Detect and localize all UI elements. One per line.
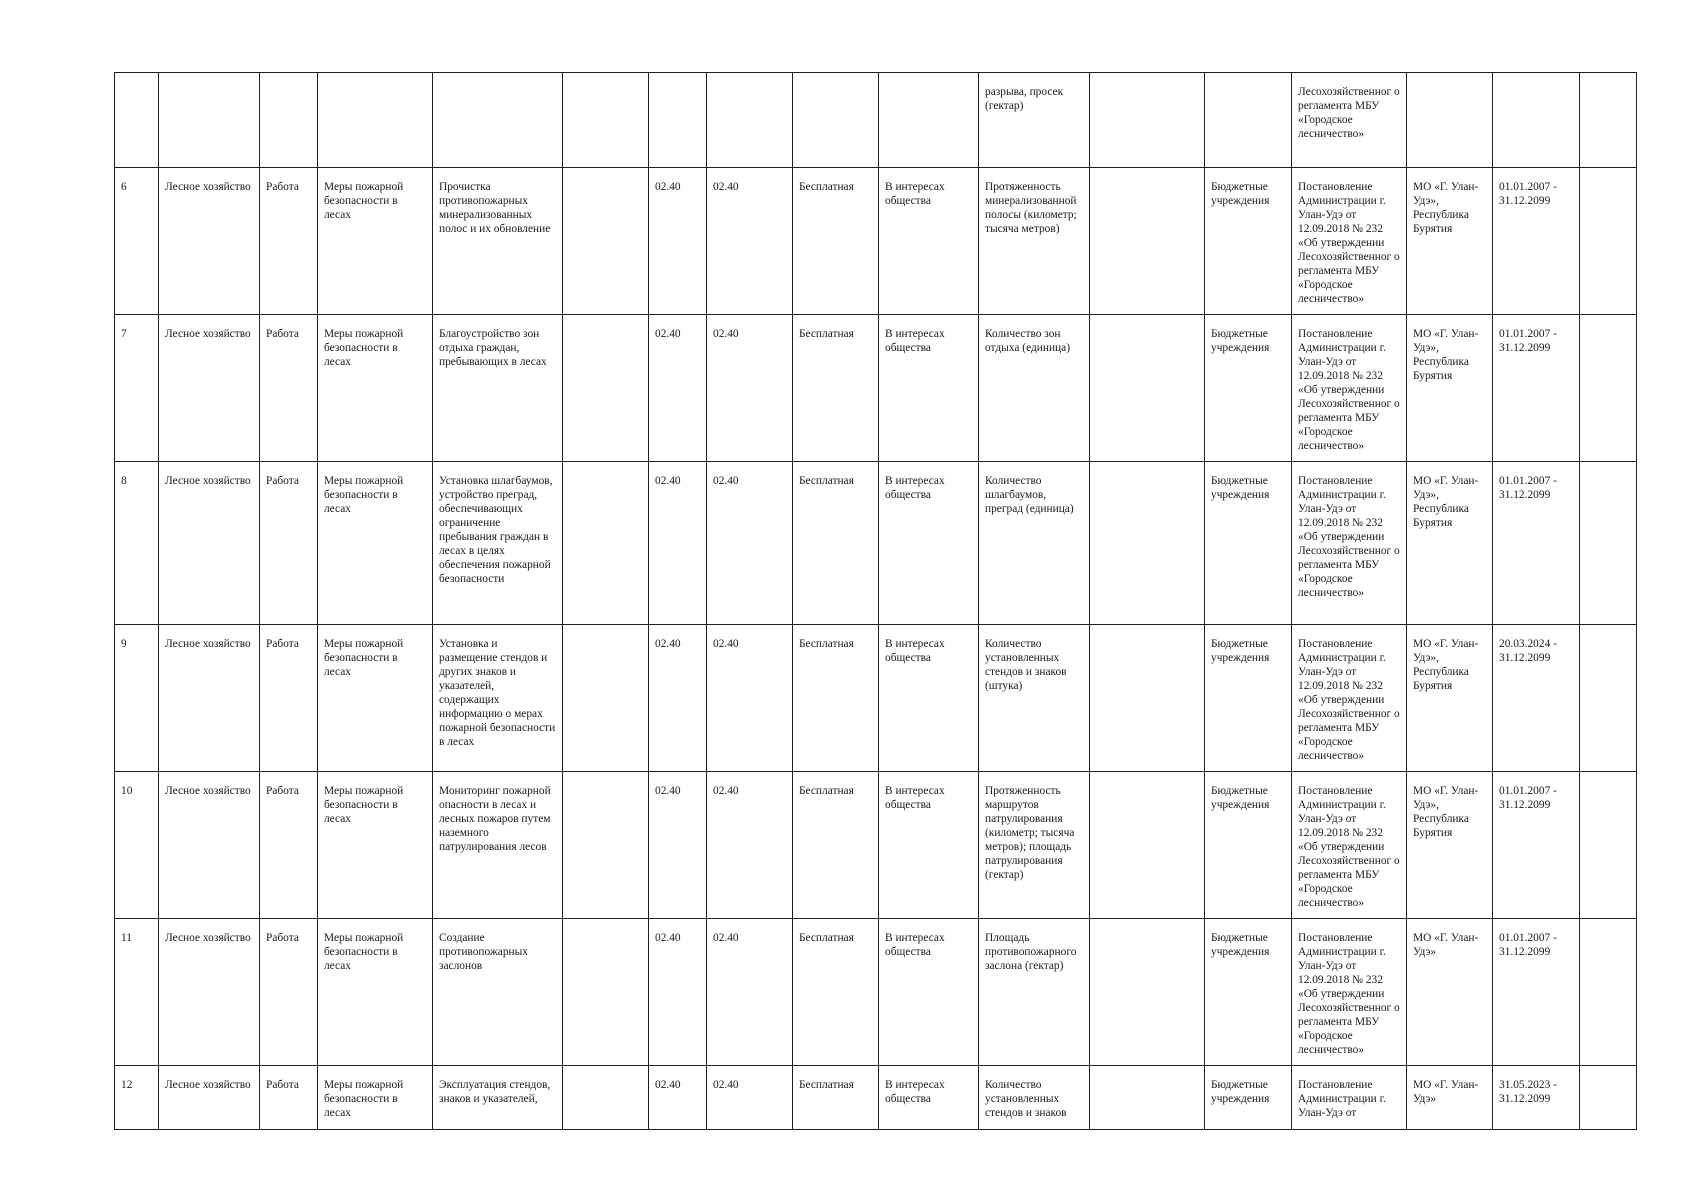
consumers-cell — [1205, 625, 1292, 772]
territory-cell-text: МО «Г. Улан-Удэ», Республика Бурятия — [1413, 785, 1479, 839]
payment-cell — [793, 1066, 879, 1130]
legal-basis-cell — [1292, 168, 1407, 315]
row-number-cell — [115, 919, 159, 1066]
indicator-cell-text: Протяженность маршрутов патрулирования (километр; тысяча метров); площадь патрулирования (гектар) — [985, 785, 1075, 881]
okved-code-cell — [649, 168, 707, 315]
empty-cell — [563, 315, 649, 462]
group-cell-text: Меры пожарной безопасности в лесах — [324, 1079, 404, 1119]
work-name-cell-text: Создание противопожарных заслонов — [439, 932, 528, 972]
type-cell — [260, 73, 318, 168]
indicator-cell — [979, 168, 1090, 315]
indicator-cell-text: Количество зон отдыха (единица) — [985, 328, 1070, 354]
group-cell-text: Меры пожарной безопасности в лесах — [324, 475, 404, 515]
sector-cell-text: Лесное хозяйство — [165, 785, 251, 797]
indicator-cell-text: Количество шлагбаумов, преград (единица) — [985, 475, 1074, 515]
empty-cell — [1580, 168, 1637, 315]
consumers-cell — [1205, 1066, 1292, 1130]
sector-cell-text: Лесное хозяйство — [165, 181, 251, 193]
row-number-cell — [115, 73, 159, 168]
indicator-cell — [979, 315, 1090, 462]
type-cell — [260, 1066, 318, 1130]
empty-cell — [563, 772, 649, 919]
sector-cell — [159, 772, 260, 919]
empty-cell — [563, 625, 649, 772]
okved-code-cell — [649, 1066, 707, 1130]
okved-code-cell — [649, 625, 707, 772]
okved-code-cell — [707, 919, 793, 1066]
okved-code-cell-text: 02.40 — [713, 785, 739, 797]
group-cell — [318, 1066, 433, 1130]
territory-cell — [1407, 919, 1493, 1066]
okved-code-cell-text: 02.40 — [713, 181, 739, 193]
legal-basis-cell — [1292, 73, 1407, 168]
legal-basis-cell — [1292, 625, 1407, 772]
legal-basis-cell — [1292, 315, 1407, 462]
row-number-cell — [115, 315, 159, 462]
empty-cell — [1090, 462, 1205, 625]
sector-cell — [159, 919, 260, 1066]
indicator-cell-text: Протяженность минерализованной полосы (километр; тысяча метров) — [985, 181, 1077, 235]
empty-cell — [1090, 772, 1205, 919]
sector-cell — [159, 73, 260, 168]
period-cell — [1493, 1066, 1580, 1130]
group-cell — [318, 462, 433, 625]
row-number-cell — [115, 625, 159, 772]
empty-cell — [1090, 919, 1205, 1066]
territory-cell — [1407, 1066, 1493, 1130]
okved-code-cell-text: 02.40 — [713, 638, 739, 650]
type-cell-text: Работа — [266, 638, 299, 650]
empty-cell — [563, 73, 649, 168]
okved-code-cell — [707, 73, 793, 168]
row-number-cell — [115, 462, 159, 625]
row-number-cell-text: 6 — [121, 181, 127, 193]
empty-cell — [1580, 462, 1637, 625]
row-number-cell-text: 10 — [121, 785, 133, 797]
indicator-cell — [979, 462, 1090, 625]
empty-cell — [1580, 315, 1637, 462]
row-number-cell — [115, 168, 159, 315]
period-cell-text: 01.01.2007 - 31.12.2099 — [1499, 785, 1557, 811]
okved-code-cell — [707, 772, 793, 919]
indicator-cell — [979, 625, 1090, 772]
payment-cell-text: Бесплатная — [799, 1079, 854, 1091]
type-cell-text: Работа — [266, 785, 299, 797]
empty-cell — [1090, 625, 1205, 772]
type-cell-text: Работа — [266, 1079, 299, 1091]
interest-cell-text: В интересах общества — [885, 181, 945, 207]
empty-cell — [1580, 73, 1637, 168]
interest-cell — [879, 315, 979, 462]
interest-cell — [879, 625, 979, 772]
work-name-cell — [433, 315, 563, 462]
okved-code-cell-text: 02.40 — [655, 932, 681, 944]
row-number-cell-text: 7 — [121, 328, 127, 340]
period-cell — [1493, 315, 1580, 462]
period-cell-text: 20.03.2024 - 31.12.2099 — [1499, 638, 1557, 664]
payment-cell-text: Бесплатная — [799, 638, 854, 650]
interest-cell — [879, 73, 979, 168]
legal-basis-cell — [1292, 1066, 1407, 1130]
empty-cell — [563, 168, 649, 315]
consumers-cell-text: Бюджетные учреждения — [1211, 475, 1270, 501]
okved-code-cell — [649, 73, 707, 168]
consumers-cell-text: Бюджетные учреждения — [1211, 785, 1270, 811]
okved-code-cell — [707, 1066, 793, 1130]
type-cell — [260, 315, 318, 462]
sector-cell-text: Лесное хозяйство — [165, 475, 251, 487]
consumers-cell-text: Бюджетные учреждения — [1211, 638, 1270, 664]
type-cell-text: Работа — [266, 328, 299, 340]
empty-cell — [1090, 168, 1205, 315]
indicator-cell-text: Количество установленных стендов и знаков (штука) — [985, 638, 1067, 692]
period-cell-text: 01.01.2007 - 31.12.2099 — [1499, 932, 1557, 958]
payment-cell-text: Бесплатная — [799, 785, 854, 797]
empty-cell — [1090, 1066, 1205, 1130]
empty-cell — [1090, 315, 1205, 462]
table-row — [115, 168, 1637, 315]
period-cell — [1493, 919, 1580, 1066]
territory-cell-text: МО «Г. Улан-Удэ», Республика Бурятия — [1413, 181, 1479, 235]
territory-cell — [1407, 315, 1493, 462]
interest-cell — [879, 772, 979, 919]
row-number-cell-text: 8 — [121, 475, 127, 487]
consumers-cell — [1205, 919, 1292, 1066]
consumers-cell-text: Бюджетные учреждения — [1211, 1079, 1270, 1105]
table-row — [115, 315, 1637, 462]
consumers-cell-text: Бюджетные учреждения — [1211, 932, 1270, 958]
consumers-cell-text: Бюджетные учреждения — [1211, 181, 1270, 207]
group-cell-text: Меры пожарной безопасности в лесах — [324, 328, 404, 368]
legal-basis-cell — [1292, 462, 1407, 625]
payment-cell — [793, 772, 879, 919]
consumers-cell — [1205, 462, 1292, 625]
sector-cell-text: Лесное хозяйство — [165, 328, 251, 340]
empty-cell — [1580, 1066, 1637, 1130]
empty-cell — [563, 1066, 649, 1130]
legal-basis-cell — [1292, 772, 1407, 919]
payment-cell — [793, 625, 879, 772]
interest-cell — [879, 1066, 979, 1130]
period-cell — [1493, 462, 1580, 625]
row-number-cell — [115, 1066, 159, 1130]
group-cell-text: Меры пожарной безопасности в лесах — [324, 785, 404, 825]
consumers-cell — [1205, 315, 1292, 462]
indicator-cell — [979, 919, 1090, 1066]
consumers-cell-text: Бюджетные учреждения — [1211, 328, 1270, 354]
period-cell-text: 31.05.2023 - 31.12.2099 — [1499, 1079, 1557, 1105]
work-name-cell — [433, 73, 563, 168]
type-cell — [260, 919, 318, 1066]
interest-cell-text: В интересах общества — [885, 638, 945, 664]
okved-code-cell — [707, 315, 793, 462]
indicator-cell — [979, 1066, 1090, 1130]
okved-code-cell-text: 02.40 — [655, 785, 681, 797]
empty-cell — [1090, 73, 1205, 168]
okved-code-cell — [707, 625, 793, 772]
sector-cell — [159, 462, 260, 625]
territory-cell — [1407, 73, 1493, 168]
empty-cell — [563, 919, 649, 1066]
work-name-cell-text: Прочистка противопожарных минерализованных полос и их обновление — [439, 181, 551, 235]
payment-cell — [793, 462, 879, 625]
table-body — [115, 73, 1637, 1130]
legal-basis-cell-text: Постановление Администрации г. Улан-Удэ от 12.09.2018 № 232 «Об утверждении Лесохозяйственног о регламента МБУ «Городское лесничество» — [1298, 638, 1400, 762]
payment-cell — [793, 168, 879, 315]
empty-cell — [1580, 919, 1637, 1066]
empty-cell — [563, 462, 649, 625]
row-number-cell-text: 9 — [121, 638, 127, 650]
work-name-cell-text: Благоустройство зон отдыха граждан, пребывающих в лесах — [439, 328, 547, 368]
period-cell-text: 01.01.2007 - 31.12.2099 — [1499, 328, 1557, 354]
table-row — [115, 772, 1637, 919]
work-name-cell — [433, 772, 563, 919]
payment-cell — [793, 73, 879, 168]
payment-cell — [793, 919, 879, 1066]
work-name-cell-text: Эксплуатация стендов, знаков и указателей, — [439, 1079, 551, 1105]
payment-cell-text: Бесплатная — [799, 328, 854, 340]
group-cell — [318, 625, 433, 772]
indicator-cell-text: Площадь противопожарного заслона (гектар) — [985, 932, 1077, 972]
type-cell — [260, 772, 318, 919]
okved-code-cell — [649, 315, 707, 462]
okved-code-cell-text: 02.40 — [655, 638, 681, 650]
sector-cell-text: Лесное хозяйство — [165, 1079, 251, 1091]
okved-code-cell-text: 02.40 — [655, 1079, 681, 1091]
okved-code-cell-text: 02.40 — [713, 1079, 739, 1091]
row-number-cell-text: 12 — [121, 1079, 133, 1091]
sector-cell — [159, 168, 260, 315]
sector-cell — [159, 1066, 260, 1130]
group-cell-text: Меры пожарной безопасности в лесах — [324, 932, 404, 972]
period-cell — [1493, 772, 1580, 919]
territory-cell-text: МО «Г. Улан-Удэ», Республика Бурятия — [1413, 638, 1479, 692]
type-cell-text: Работа — [266, 932, 299, 944]
table-row — [115, 462, 1637, 625]
okved-code-cell-text: 02.40 — [713, 328, 739, 340]
legal-basis-cell-text: Лесохозяйственног о регламента МБУ «Городское лесничество» — [1298, 86, 1400, 140]
interest-cell-text: В интересах общества — [885, 1079, 945, 1105]
group-cell-text: Меры пожарной безопасности в лесах — [324, 638, 404, 678]
payment-cell-text: Бесплатная — [799, 932, 854, 944]
okved-code-cell-text: 02.40 — [655, 181, 681, 193]
territory-cell — [1407, 168, 1493, 315]
row-number-cell-text: 11 — [121, 932, 132, 944]
period-cell — [1493, 625, 1580, 772]
group-cell — [318, 919, 433, 1066]
indicator-cell — [979, 73, 1090, 168]
territory-cell-text: МО «Г. Улан-Удэ», Республика Бурятия — [1413, 328, 1479, 382]
interest-cell-text: В интересах общества — [885, 785, 945, 811]
table-row — [115, 919, 1637, 1066]
type-cell — [260, 462, 318, 625]
sector-cell — [159, 625, 260, 772]
territory-cell-text: МО «Г. Улан-Удэ» — [1413, 1079, 1479, 1105]
legal-basis-cell-text: Постановление Администрации г. Улан-Удэ от 12.09.2018 № 232 «Об утверждении Лесохозяйственног о регламента МБУ «Городское лесничество» — [1298, 785, 1400, 909]
table-row — [115, 1066, 1637, 1130]
territory-cell — [1407, 625, 1493, 772]
period-cell-text: 01.01.2007 - 31.12.2099 — [1499, 181, 1557, 207]
group-cell — [318, 772, 433, 919]
payment-cell-text: Бесплатная — [799, 475, 854, 487]
indicator-cell — [979, 772, 1090, 919]
group-cell-text: Меры пожарной безопасности в лесах — [324, 181, 404, 221]
legal-basis-cell-text: Постановление Администрации г. Улан-Удэ от 12.09.2018 № 232 «Об утверждении Лесохозяйственног о регламента МБУ «Городское лесничество» — [1298, 328, 1400, 452]
sector-cell-text: Лесное хозяйство — [165, 932, 251, 944]
legal-basis-cell-text: Постановление Администрации г. Улан-Удэ от — [1298, 1079, 1386, 1119]
consumers-cell — [1205, 772, 1292, 919]
work-name-cell-text: Установка и размещение стендов и других знаков и указателей, содержащих информацию о мерах пожарной безопасности в лесах — [439, 638, 556, 748]
legal-basis-cell-text: Постановление Администрации г. Улан-Удэ от 12.09.2018 № 232 «Об утверждении Лесохозяйственног о регламента МБУ «Городское лесничество» — [1298, 475, 1400, 599]
period-cell-text: 01.01.2007 - 31.12.2099 — [1499, 475, 1557, 501]
okved-code-cell-text: 02.40 — [655, 475, 681, 487]
work-name-cell — [433, 168, 563, 315]
legal-basis-cell-text: Постановление Администрации г. Улан-Удэ от 12.09.2018 № 232 «Об утверждении Лесохозяйственног о регламента МБУ «Городское лесничество» — [1298, 181, 1400, 305]
interest-cell-text: В интересах общества — [885, 932, 945, 958]
consumers-cell — [1205, 168, 1292, 315]
work-name-cell — [433, 1066, 563, 1130]
legal-basis-cell-text: Постановление Администрации г. Улан-Удэ от 12.09.2018 № 232 «Об утверждении Лесохозяйственног о регламента МБУ «Городское лесничество» — [1298, 932, 1400, 1056]
territory-cell-text: МО «Г. Улан-Удэ», Республика Бурятия — [1413, 475, 1479, 529]
row-number-cell — [115, 772, 159, 919]
indicator-cell-text: разрыва, просек (гектар) — [985, 86, 1064, 112]
services-registry-table — [114, 72, 1637, 1130]
work-name-cell — [433, 625, 563, 772]
consumers-cell — [1205, 73, 1292, 168]
territory-cell-text: МО «Г. Улан-Удэ» — [1413, 932, 1479, 958]
table-row — [115, 73, 1637, 168]
type-cell-text: Работа — [266, 181, 299, 193]
legal-basis-cell — [1292, 919, 1407, 1066]
okved-code-cell — [649, 462, 707, 625]
sector-cell-text: Лесное хозяйство — [165, 638, 251, 650]
interest-cell-text: В интересах общества — [885, 328, 945, 354]
interest-cell — [879, 168, 979, 315]
work-name-cell-text: Установка шлагбаумов, устройство преград, обеспечивающих ограничение пребывания граждан в лесах в целях обеспечения пожарной безопасности — [439, 475, 553, 585]
period-cell — [1493, 73, 1580, 168]
sector-cell — [159, 315, 260, 462]
table-row — [115, 625, 1637, 772]
type-cell-text: Работа — [266, 475, 299, 487]
group-cell — [318, 315, 433, 462]
group-cell — [318, 73, 433, 168]
payment-cell-text: Бесплатная — [799, 181, 854, 193]
work-name-cell-text: Мониторинг пожарной опасности в лесах и лесных пожаров путем наземного патрулирования лесов — [439, 785, 551, 853]
okved-code-cell — [707, 168, 793, 315]
empty-cell — [1580, 625, 1637, 772]
payment-cell — [793, 315, 879, 462]
territory-cell — [1407, 772, 1493, 919]
period-cell — [1493, 168, 1580, 315]
type-cell — [260, 168, 318, 315]
okved-code-cell-text: 02.40 — [713, 932, 739, 944]
interest-cell — [879, 462, 979, 625]
okved-code-cell — [649, 919, 707, 1066]
interest-cell — [879, 919, 979, 1066]
okved-code-cell — [649, 772, 707, 919]
empty-cell — [1580, 772, 1637, 919]
indicator-cell-text: Количество установленных стендов и знаков — [985, 1079, 1067, 1119]
work-name-cell — [433, 462, 563, 625]
work-name-cell — [433, 919, 563, 1066]
group-cell — [318, 168, 433, 315]
territory-cell — [1407, 462, 1493, 625]
type-cell — [260, 625, 318, 772]
okved-code-cell — [707, 462, 793, 625]
okved-code-cell-text: 02.40 — [655, 328, 681, 340]
okved-code-cell-text: 02.40 — [713, 475, 739, 487]
interest-cell-text: В интересах общества — [885, 475, 945, 501]
